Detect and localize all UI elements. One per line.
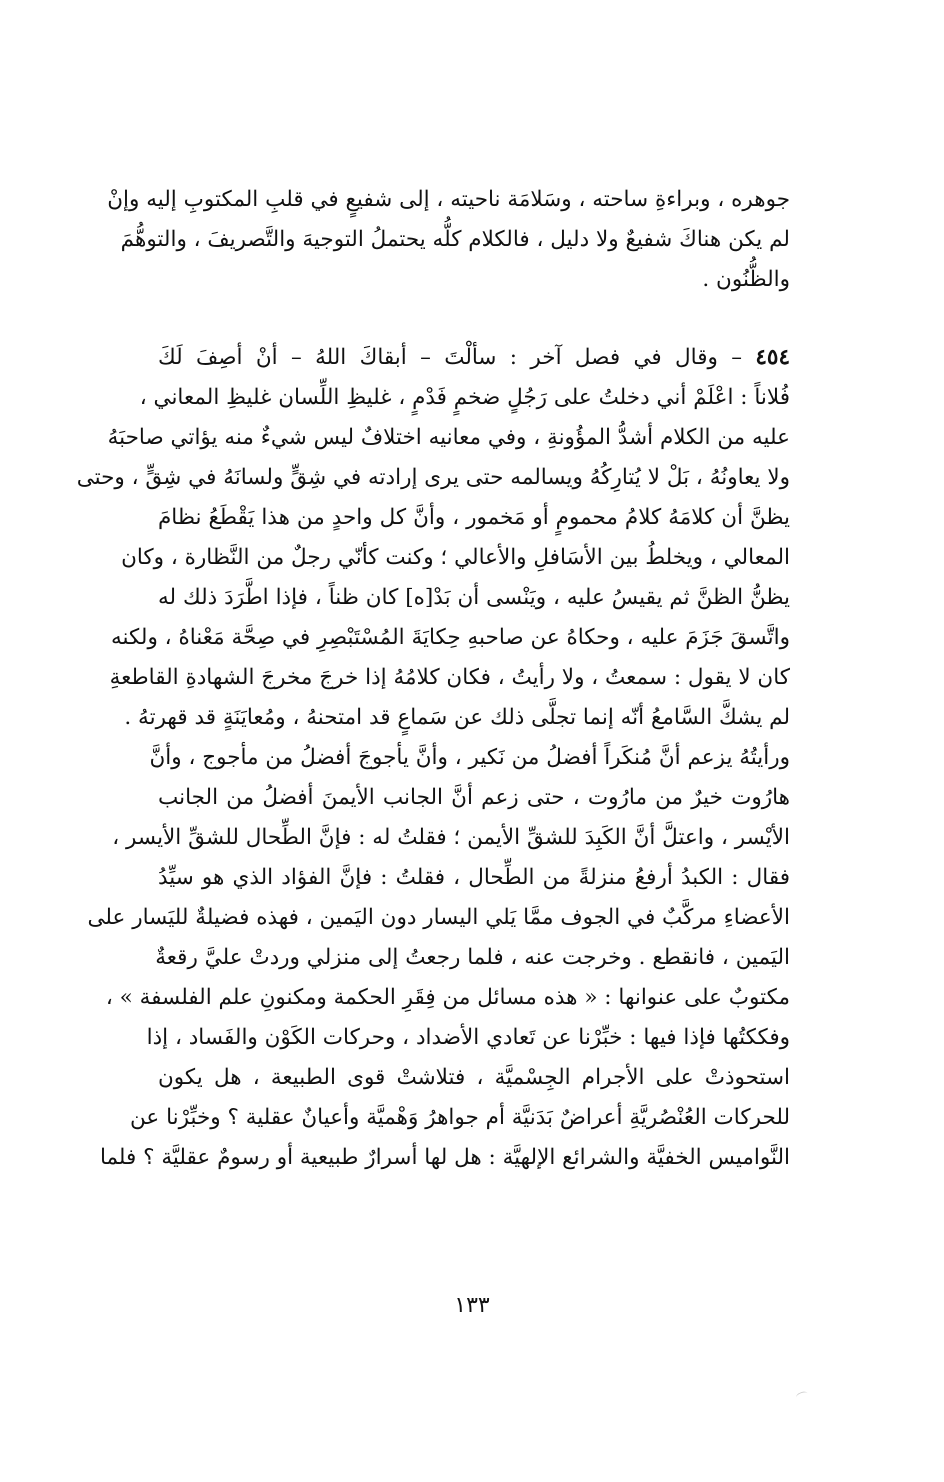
text-line: استحوذتْ على الأجرام الجِسْميَّة ، فتلاشتْ قوى الطبيعة ، هل يكون bbox=[158, 1065, 790, 1090]
text-line: والظُّنُون . bbox=[702, 267, 790, 292]
paragraph-454 bbox=[76, 338, 791, 1178]
page-number: ١٣٣ bbox=[454, 1293, 490, 1318]
text-line: النَّواميس الخفيَّة والشرائع الإلهيَّة : هل لها أسرارٌ طبيعية أو رسومٌ عقليَّة ؟ فلما bbox=[99, 1145, 790, 1170]
text-line: الأيْسر ، واعتلَّ أنَّ الكَبِدَ للشقِّ الأيمن ؛ فقلتُ له : فإنَّ الطِّحال للشقِّ الأيسر ، bbox=[112, 825, 790, 850]
text-line: لم يكن هناكَ شفيعٌ ولا دليل ، فالكلام كلُّه يحتملُ التوجيهَ والتَّصريفَ ، والتوهُّمَ bbox=[120, 227, 790, 252]
text-line: المعالي ، ويخلطُ بين الأسَافلِ والأعالي ؛ وكنت كأنّي رجلٌ من النَّظارة ، وكان bbox=[121, 545, 790, 570]
text-line: ولا يعاونُهُ ، بَلْ لا يُتارِكُهُ ويسالمه حتى يرى إرادته في شِقٍّ ولسانَهُ في شِقٍّ ، وحتى bbox=[76, 465, 790, 490]
text-line: ورأيتُهُ يزعم أنَّ مُنكَراً أفضلُ من نَكير ، وأنَّ يأجوجَ أفضلُ من مأجوج ، وأنَّ bbox=[149, 745, 790, 770]
text-line: لم يشكَّ السَّامعُ أنّه إنما تجلَّى ذلك عن سَماعٍ قد امتحنهُ ، ومُعايَنَةٍ قد قهرتهُ . bbox=[124, 705, 790, 730]
text-line: فُلاناً : اعْلَمْ أني دخلتُ على رَجُلٍ ضخمٍ فَدْمٍ ، غليظِ اللِّسان غليظِ المعاني ، bbox=[139, 385, 790, 410]
paragraph-first-line bbox=[158, 338, 790, 378]
text-line: اليَمين ، فانقطع . وخرجت عنه ، فلما رجعتُ إلى منزلي وردتْ عليَّ رقعةٌ bbox=[155, 945, 790, 970]
text-line: وفككتُها فإذا فيها : خبِّرْنا عن تَعادي الأضداد ، وحركات الكَوْن والفَساد ، إذا bbox=[146, 1025, 790, 1050]
paragraph-number: ٤٥٤ bbox=[755, 345, 790, 370]
text-line: هارُوت خيرٌ من مارُوت ، حتى زعم أنَّ الجانب الأيمنَ أفضلُ من الجانب bbox=[158, 785, 790, 810]
text-line: الأعضاءِ مركَّبٌ في الجوف ممَّا يَلي اليسار دون اليَمين ، فهذه فضيلةٌ لليَسار على bbox=[87, 905, 790, 930]
text-line: كان لا يقول : سمعتُ ، ولا رأيتُ ، فكان كلامُهُ إذا خرجَ مخرجَ الشهادةِ القاطعةِ bbox=[109, 665, 790, 690]
text-line: واتَّسقَ جَزَمَ عليه ، وحكاهُ عن صاحبهِ حِكايَةَ المُسْتَبْصِرِ في صِحَّة مَعْناهُ ، ولكنه bbox=[111, 625, 790, 650]
text-line: يظنَّ أن كلامَهُ كلامُ محمومٍ أو مَخمور ، وأنَّ كل واحدٍ من هذا يَقْطَعُ نظامَ bbox=[158, 505, 790, 530]
text-line: – وقال في فصل آخر : سألْتَ – أبقاكَ اللهُ – أنْ أصِفَ لَكَ bbox=[158, 345, 742, 370]
text-line: مكتوبٌ على عنوانها : « هذه مسائل من فِقَرِ الحكمة ومكنونِ علم الفلسفة » ، bbox=[105, 985, 790, 1010]
text-line: للحركات العُنْصُريَّةِ أعراضٌ بَدَنيَّة أم جواهرُ وَهْميَّة وأعيانٌ عقلية ؟ وخبِّرْنا عن bbox=[130, 1105, 790, 1130]
paragraph-continued bbox=[107, 180, 790, 300]
paper-speck bbox=[795, 1390, 809, 1401]
text-line: يظنُّ الظنَّ ثم يقيسُ عليه ، ويَنْسى أن بَدْ[ه] كان ظناً ، فإذا اطَّرَدَ ذلك له bbox=[158, 585, 791, 610]
text-line: فقال : الكبدُ أرفعُ منزلةً من الطِّحال ، فقلتُ : فإنَّ الفؤاد الذي هو سيِّدُ bbox=[158, 865, 790, 890]
text-line: عليه من الكلام أشدُّ المؤُونةِ ، وفي معانيه اختلافٌ ليس شيءٌ منه يؤاتي صاحبَهُ bbox=[107, 425, 790, 450]
text-line: جوهره ، وبراءةِ ساحته ، وسَلامَة ناحيته ، إلى شفيعٍ في قلبِ المكتوبِ إليه وإنْ bbox=[107, 187, 790, 212]
